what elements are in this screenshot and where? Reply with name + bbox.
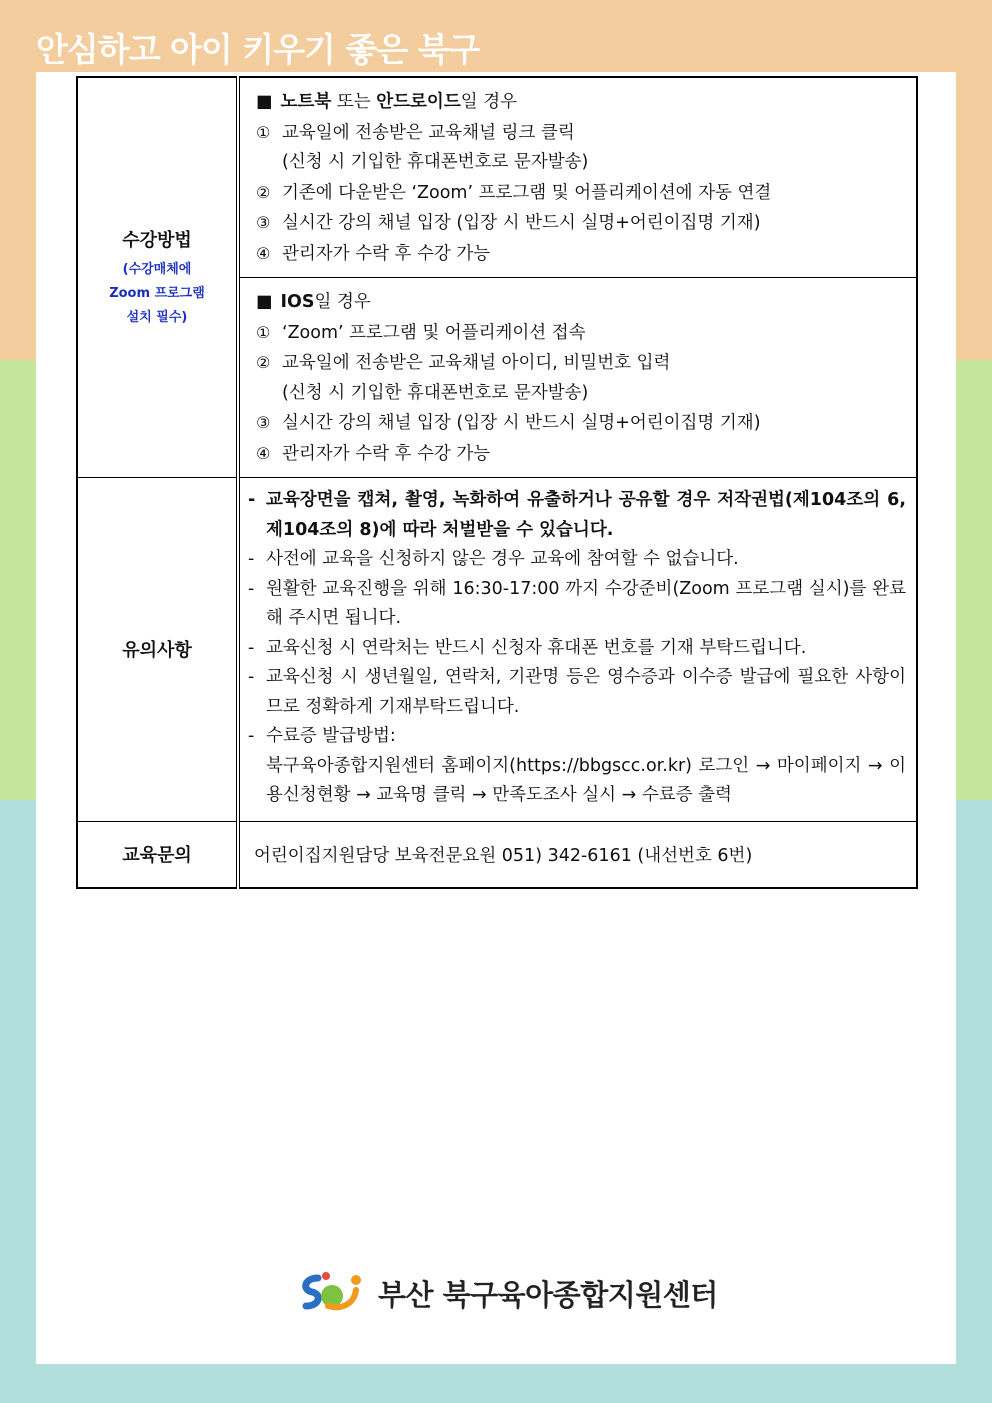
note-item-preparation: - 원활한 교육진행을 위해 16:30-17:00 까지 수강준비(Zoom 프로그램 실시)를 완료해 주시면 됩니다. bbox=[248, 578, 906, 628]
contact-text: 어린이집지원담당 보육전문요원 051) 342-6161 (내선번호 6번) bbox=[254, 845, 753, 866]
contact-label: 교육문의 bbox=[77, 821, 238, 888]
method-laptop-cell bbox=[238, 77, 917, 278]
footer-org-name: 부산 북구육아종합지원센터 bbox=[378, 1277, 718, 1312]
square-bullet-icon: ■ bbox=[256, 292, 273, 312]
contact-row bbox=[77, 821, 917, 888]
ios-step-4: ④ 관리자가 수락 후 수강 가능 bbox=[256, 443, 491, 464]
notes-label: 유의사항 bbox=[77, 478, 238, 822]
note-item-receipt: - 교육신청 시 생년월일, 연락처, 기관명 등은 영수증과 이수증 발급에 필요한 사항이므로 정확하게 기재부탁드립니다. bbox=[248, 667, 906, 717]
ios-step-2: ② 교육일에 전송받은 교육채널 아이디, 비밀번호 입력 bbox=[256, 353, 671, 373]
method-label: 수강방법 bbox=[122, 229, 192, 251]
note-item-registration: - 사전에 교육을 신청하지 않은 경우 교육에 참여할 수 없습니다. bbox=[248, 549, 739, 569]
ios-step-1: ① ‘Zoom’ 프로그램 및 어플리케이션 접속 bbox=[256, 322, 586, 343]
ios-heading: ■ IOS일 경우 bbox=[256, 292, 371, 312]
page-header-title: 안심하고 아이 키우기 좋은 북구 bbox=[36, 30, 480, 69]
info-table bbox=[76, 76, 918, 889]
document-page bbox=[36, 72, 956, 1364]
note-item-copyright: - 교육장면을 캡쳐, 촬영, 녹화하여 유출하거나 공유할 경우 저작권법(제104조의 6, 제104조의 8)에 따라 처벌받을 수 있습니다. bbox=[248, 490, 906, 540]
laptop-step-1-note: (신청 시 기입한 휴대폰번호로 문자발송) bbox=[282, 152, 589, 172]
method-row-laptop bbox=[77, 77, 917, 278]
square-bullet-icon: ■ bbox=[256, 92, 273, 112]
center-logo-icon bbox=[298, 1270, 370, 1316]
notes-cell bbox=[238, 478, 917, 822]
laptop-step-4: ④ 관리자가 수락 후 수강 가능 bbox=[256, 243, 491, 264]
method-ios-cell bbox=[238, 278, 917, 478]
note-item-certificate: - 수료증 발급방법: bbox=[248, 726, 396, 746]
note-item-phone: - 교육신청 시 연락처는 반드시 신청자 휴대폰 번호를 기재 부탁드립니다. bbox=[248, 637, 807, 658]
note-item-certificate-path: 북구육아종합지원센터 홈페이지(https://bbgscc.or.kr) 로그인 → 마이페이지 → 이용신청현황 → 교육명 클릭 → 만족도조사 실시 → 수료증 출력 bbox=[266, 755, 906, 805]
laptop-step-3: ③ 실시간 강의 채널 입장 (입장 시 반드시 실명+어린이집명 기재) bbox=[256, 213, 761, 233]
laptop-step-2: ② 기존에 다운받은 ‘Zoom’ 프로그램 및 어플리케이션에 자동 연결 bbox=[256, 182, 772, 203]
footer bbox=[298, 1268, 718, 1318]
ios-step-2-note: (신청 시 기입한 휴대폰번호로 문자발송) bbox=[282, 382, 589, 403]
laptop-step-1: ① 교육일에 전송받은 교육채널 링크 클릭 bbox=[256, 122, 575, 143]
method-sub-label: (수강매체에 Zoom 프로그램 설치 필수) bbox=[109, 261, 205, 325]
ios-step-3: ③ 실시간 강의 채널 입장 (입장 시 반드시 실명+어린이집명 기재) bbox=[256, 413, 761, 433]
laptop-heading: ■ 노트북 또는 안드로이드일 경우 bbox=[256, 92, 518, 112]
notes-row bbox=[77, 478, 917, 822]
contact-cell bbox=[238, 821, 917, 888]
method-label-cell bbox=[77, 77, 238, 478]
